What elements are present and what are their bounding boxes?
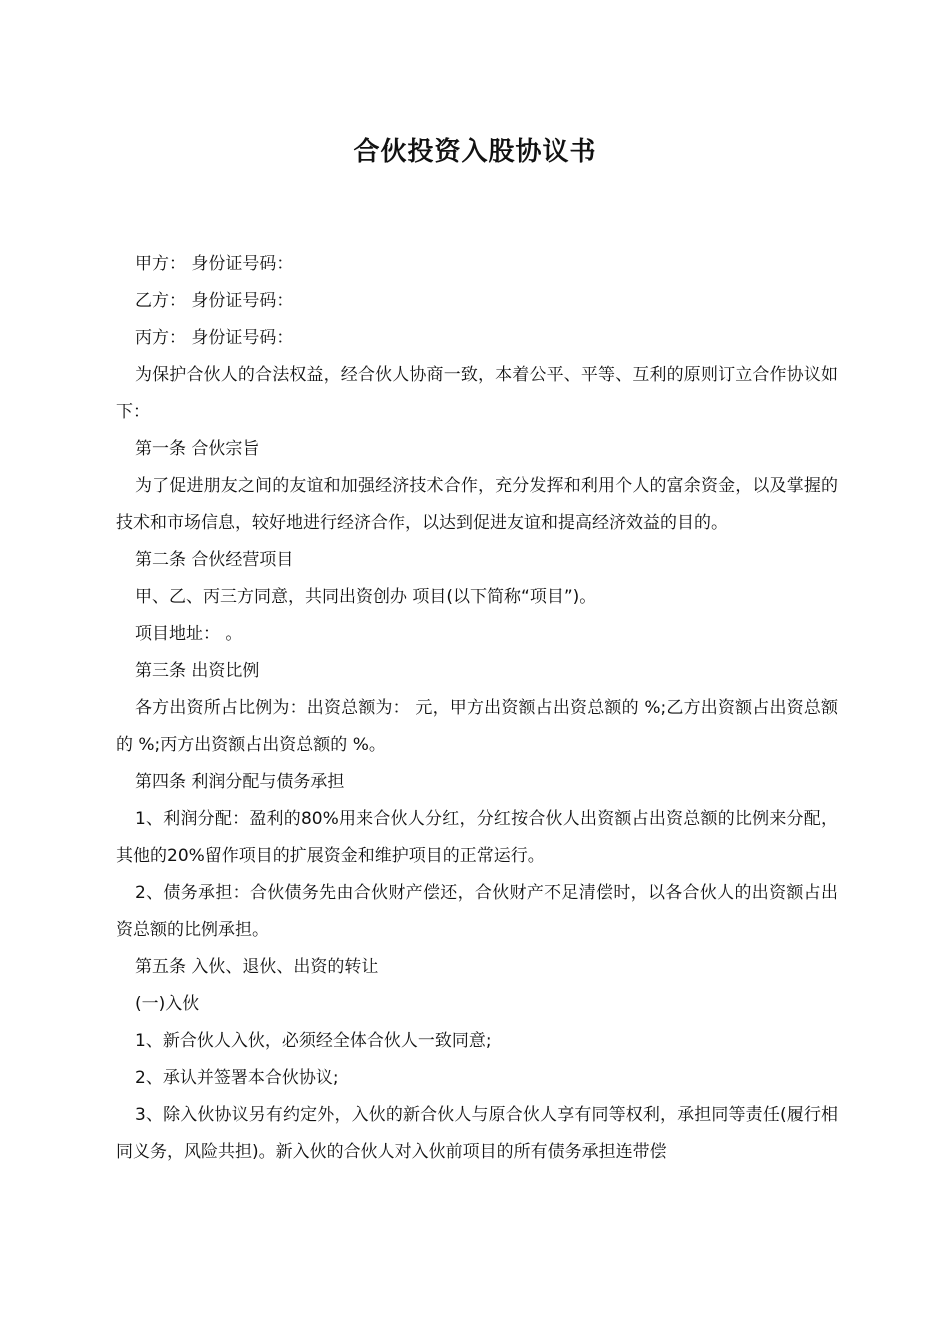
admission-item-2: 2、承认并签署本合伙协议; [135, 1068, 339, 1088]
admission-subheading: (一)入伙 [135, 994, 200, 1014]
document-body [116, 246, 838, 1171]
article-3-heading: 第三条 出资比例 [135, 661, 260, 681]
preamble-paragraph: 为保护合伙人的合法权益，经合伙人协商一致，本着公平、平等、互利的原则订立合作协议如下： [116, 365, 838, 422]
article-2-heading: 第二条 合伙经营项目 [135, 550, 294, 570]
project-address-line: 项目地址： 。 [135, 624, 243, 644]
article-3-paragraph: 各方出资所占比例为：出资总额为： 元，甲方出资额占出资总额的 %;乙方出资额占出资总额的 %;丙方出资额占出资总额的 %。 [116, 698, 838, 755]
profit-distribution-paragraph: 1、利润分配：盈利的80%用来合伙人分红，分红按合伙人出资额占出资总额的比例来分配，其他的20%留作项目的扩展资金和维护项目的正常运行。 [116, 809, 838, 866]
article-1-heading: 第一条 合伙宗旨 [135, 439, 260, 459]
admission-item-1: 1、新合伙人入伙，必须经全体合伙人一致同意; [135, 1031, 492, 1051]
party-c-line: 丙方： 身份证号码： [135, 328, 294, 348]
article-1-paragraph: 为了促进朋友之间的友谊和加强经济技术合作，充分发挥和利用个人的富余资金，以及掌握的技术和市场信息，较好地进行经济合作，以达到促进友谊和提高经济效益的目的。 [116, 476, 838, 533]
article-5-heading: 第五条 入伙、退伙、出资的转让 [135, 957, 379, 977]
admission-item-3: 3、除入伙协议另有约定外，入伙的新合伙人与原合伙人享有同等权利，承担同等责任(履行相同义务，风险共担)。新入伙的合伙人对入伙前项目的所有债务承担连带偿 [116, 1105, 838, 1162]
article-2-paragraph: 甲、乙、丙三方同意，共同出资创办 项目(以下简称“项目”)。 [135, 587, 597, 607]
article-4-heading: 第四条 利润分配与债务承担 [135, 772, 345, 792]
party-a-line: 甲方： 身份证号码： [135, 254, 294, 274]
debt-bearing-paragraph: 2、债务承担：合伙债务先由合伙财产偿还，合伙财产不足清偿时，以各合伙人的出资额占出资总额的比例承担。 [116, 883, 838, 940]
document-title: 合伙投资入股协议书 [353, 137, 597, 167]
party-b-line: 乙方： 身份证号码： [135, 291, 294, 311]
